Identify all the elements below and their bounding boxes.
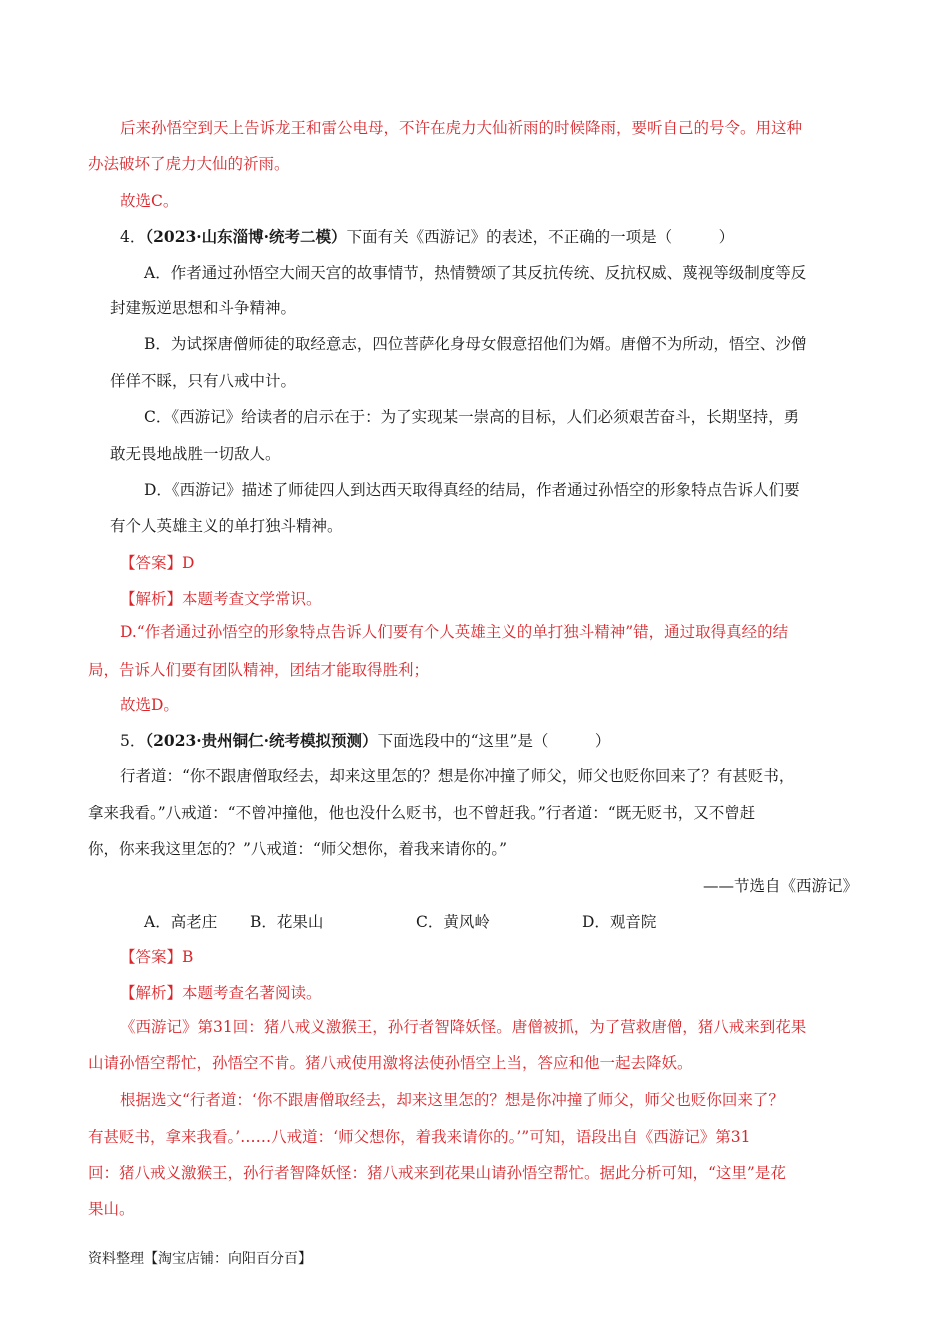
- q5-explain-line4: 有甚贬书，拿来我看。’……八戒道：‘师父想你，着我来请你的。’”可知，语段出自《西游记》第31: [88, 1128, 751, 1146]
- q3-choose: 故选C。: [120, 192, 179, 210]
- q5-citation: ——节选自《西游记》: [702, 877, 858, 895]
- q5-option-b: B．花果山: [250, 913, 324, 931]
- q4-option-b-line2: 佯佯不睬，只有八戒中计。: [110, 372, 297, 390]
- q5-stem: 下面选段中的“这里”是（ ）: [377, 732, 611, 750]
- q4-stem-line: [120, 226, 734, 248]
- q5-explain-line6: 果山。: [88, 1200, 135, 1218]
- q4-option-c-line1: C．《西游记》给读者的启示在于：为了实现某一崇高的目标，人们必须艰苦奋斗，长期坚持，勇: [144, 408, 800, 426]
- q5-option-d: D．观音院: [582, 913, 657, 931]
- page-footer: 资料整理【淘宝店铺：向阳百分百】: [88, 1251, 312, 1267]
- q4-option-d-line2: 有个人英雄主义的单打独斗精神。: [110, 517, 343, 535]
- q4-choose: 故选D。: [120, 696, 179, 714]
- q5-number: 5．: [120, 732, 146, 750]
- q5-explain-line3: 根据选文“行者道：‘你不跟唐僧取经去，却来这里怎的？想是你冲撞了师父，师父也贬你回来了？: [120, 1091, 784, 1109]
- q5-explain-line2: 山请孙悟空帮忙，孙悟空不肯。猪八戒使用激将法使孙悟空上当，答应和他一起去降妖。: [88, 1054, 693, 1072]
- q3-explain-line1: 后来孙悟空到天上告诉龙王和雷公电母，不许在虎力大仙祈雨的时候降雨，要听自己的号令。用这种: [120, 119, 803, 137]
- q5-analysis: 【解析】本题考查名著阅读。: [120, 984, 322, 1002]
- q4-source: （2023·山东淄博·统考二模）: [145, 227, 347, 246]
- q4-option-a-line2: 封建叛逆思想和斗争精神。: [110, 299, 297, 317]
- q3-explain-line2: 办法破坏了虎力大仙的祈雨。: [88, 155, 290, 173]
- q4-explain-line1: D.“作者通过孙悟空的形象特点告诉人们要有个人英雄主义的单打独斗精神”错，通过取得真经的结: [120, 623, 789, 641]
- q5-answer: 【答案】B: [120, 948, 194, 966]
- q5-explain-line1: 《西游记》第31回：猪八戒义激猴王，孙行者智降妖怪。唐僧被抓，为了营救唐僧，猪八戒来到花果: [120, 1018, 807, 1036]
- q4-option-d-line1: D．《西游记》描述了师徒四人到达西天取得真经的结局，作者通过孙悟空的形象特点告诉人们要: [144, 481, 800, 499]
- q4-option-a-line1: A．作者通过孙悟空大闹天宫的故事情节，热情赞颂了其反抗传统、反抗权威、蔑视等级制度等反: [144, 264, 807, 282]
- q4-stem: 下面有关《西游记》的表述，不正确的一项是（ ）: [346, 228, 735, 246]
- q4-explain-line2: 局，告诉人们要有团队精神，团结才能取得胜利；: [88, 661, 430, 679]
- q4-analysis: 【解析】本题考查文学常识。: [120, 590, 322, 608]
- q5-passage-line2: 拿来我看。”八戒道：“不曾冲撞他，他也没什么贬书，也不曾赶我。”行者道：“既无贬书，又不曾赶: [88, 804, 756, 822]
- q5-passage-line3: 你，你来我这里怎的？”八戒道：“师父想你，着我来请你的。”: [88, 840, 508, 858]
- q5-stem-line: [120, 730, 610, 752]
- q4-number: 4．: [120, 228, 146, 246]
- q4-answer: 【答案】D: [120, 554, 195, 572]
- q5-passage-line1: 行者道：“你不跟唐僧取经去，却来这里怎的？想是你冲撞了师父，师父也贬你回来了？有甚贬书，: [120, 767, 795, 785]
- q4-option-b-line1: B．为试探唐僧师徒的取经意志，四位菩萨化身母女假意招他们为婿。唐僧不为所动，悟空、沙僧: [144, 335, 807, 353]
- q5-option-a: A．高老庄: [144, 913, 218, 931]
- q5-source: （2023·贵州铜仁·统考模拟预测）: [145, 731, 378, 750]
- q5-option-c: C．黄风岭: [416, 913, 490, 931]
- q5-explain-line5: 回：猪八戒义激猴王，孙行者智降妖怪：猪八戒来到花果山请孙悟空帮忙。据此分析可知，“这里”是花: [88, 1164, 786, 1182]
- q4-option-c-line2: 敢无畏地战胜一切敌人。: [110, 445, 281, 463]
